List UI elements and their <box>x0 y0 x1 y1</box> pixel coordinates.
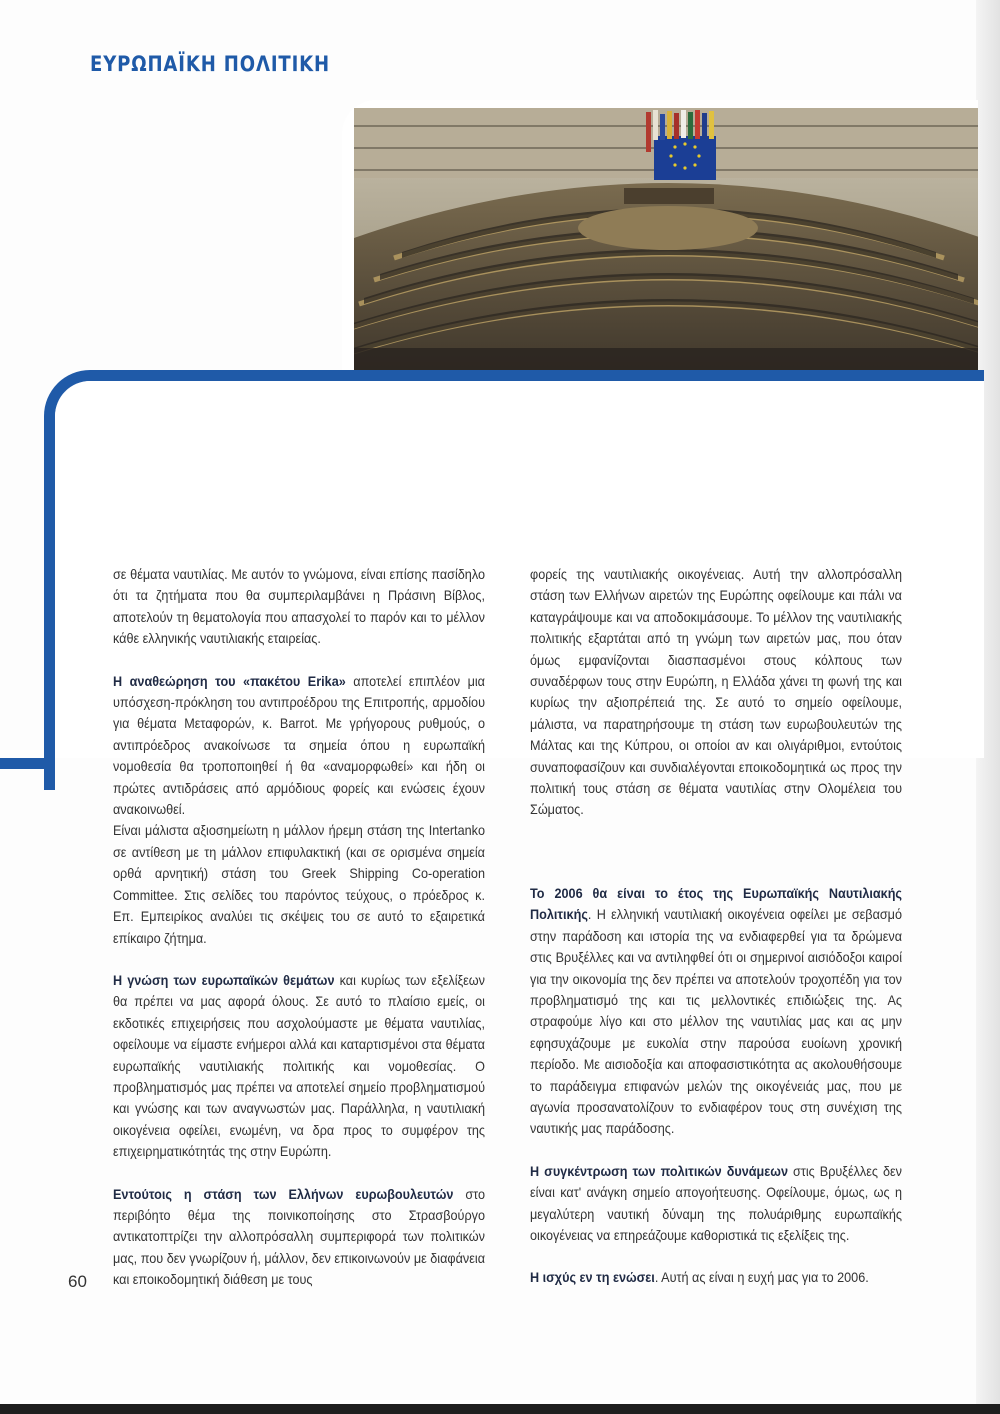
paragraph-text: στο περιβόητο θέμα της ποινικοποίησης στο Στρασβούργο αντικατοπτρίζει την αλλοπρόσαλλη συμπεριφορά των πολιτικών μας, που δεν γνωρίζουν ή, μάλλον, δεν επικοινωνούν με διαφάνεια και εποικοδομητική διάθεση με τους <box>113 1186 485 1288</box>
paragraph-lead: Η συγκέντρωση των πολιτικών δυνάμεων <box>530 1163 788 1179</box>
parliament-photo <box>342 100 978 400</box>
paragraph-text: σε θέματα ναυτιλίας. Με αυτόν το γνώμονα, είναι επίσης πασίδηλο ότι τα ζητήματα που θα συμπεριλαμβάνει η Πράσινη Βίβλος, αποτελούν τη θεματολογία που απασχολεί το παρόν και το μέλλον κάθε ελληνικής ναυτιλιακής εταιρείας. <box>113 567 485 647</box>
paragraph-lead: Η αναθεώρηση του «πακέτου Erika» <box>113 673 346 689</box>
paragraph <box>113 820 485 948</box>
left-text-column <box>113 564 485 1312</box>
paragraph-lead: Η ισχύς εν τη ενώσει <box>530 1270 655 1286</box>
section-title: ΕΥΡΩΠΑΪΚΗ ΠΟΛΙΤΙΚΗ <box>90 52 331 76</box>
page-number: 60 <box>68 1272 87 1291</box>
paragraph <box>113 1184 485 1291</box>
paragraph-text: . Αυτή ας είναι η ευχή μας για το 2006. <box>654 1270 869 1286</box>
parliament-chamber-illustration <box>354 108 978 380</box>
paragraph <box>113 970 485 1163</box>
right-text-column <box>530 564 902 1310</box>
paragraph <box>530 883 902 1140</box>
paragraph-lead: Η γνώση των ευρωπαϊκών θεμάτων <box>113 972 335 988</box>
blue-frame-tail <box>0 758 55 769</box>
paragraph-lead: Το 2006 θα είναι το έτος της Ευρωπαϊκής Ναυτιλιακής Πολιτικής <box>530 885 902 923</box>
paragraph-text: στις Βρυξέλλες δεν είναι κατ' ανάγκη σημείο απογοήτευσης. Οφείλουμε, όμως, ως η μεγαλύτερη ναυτική δύναμη της πολυάριθμης ευρωπαϊκής οικογένειας να επηρεάζουμε καθοριστικά τις εξελίξεις της. <box>530 1163 902 1243</box>
paragraph <box>530 1161 902 1247</box>
paragraph-text: Είναι μάλιστα αξιοσημείωτη η μάλλον ήρεμη στάση της Intertanko σε αντίθεση με τη μάλλον επιφυλακτική (και σε ορισμένα σημεία ορθά αρνητική) στάση του Greek Shipping Co-operation Committee. Στις σελίδες του παρόντος τεύχους, ο πρόεδρος κ. Επ. Εμπειρίκος αναλύει τις σκέψεις του σε αυτό το εξαιρετικά επίκαιρο ζήτημα. <box>113 823 485 946</box>
paragraph <box>530 1267 902 1288</box>
paragraph-text: αποτελεί επιπλέον μια υπόσχεση-πρόκληση του αντιπροέδρου της Επιτροπής, αρμοδίου για θέματα Μεταφορών, κ. Barrot. Με γρήγορους ρυθμούς, ο αντιπρόεδρος ανακοίνωσε τα σημεία όπου η ευρωπαϊκή νομοθεσία θα τροποποιηθεί ή θα «αναμορφωθεί» και ήδη οι πρώτες αντιδράσεις από αρμόδιους φορείς και ενώσεις έχουν ανακοινωθεί. <box>113 673 485 818</box>
paragraph-lead: Εντούτοις η στάση των Ελλήνων ευρωβουλευτών <box>113 1186 454 1202</box>
paragraph <box>113 564 485 650</box>
paragraph <box>113 671 485 821</box>
paragraph-text: φορείς της ναυτιλιακής οικογένειας. Αυτή την αλλοπρόσαλλη στάση των Ελλήνων αιρετών της Ευρώπης οφείλουμε και πάλι να καταγράψουμε και να αποδοκιμάσουμε. Το μέλλον της ναυτιλιακής πολιτικής εξαρτάται από τη γνώμη των αιρετών μας, που όταν όμως εμφανίζονται διασπασμένοι στους κόλπους των συναδέρφων τους στην Ευρώπη, η Ελλάδα χάνει τη φωνή της και κυρίως την αξιοπρέπειά της. Σε αυτό το σημείο οφείλουμε, μάλιστα, να παρατηρήσουμε τη στάση των ευρωβουλευτών της Μάλτας και της Κύπρου, οι οποίοι αν και ολιγάριθμοι, εντούτοις συναποφασίζουν και συνδιαλέγονται εποικοδομητικά ως προς την πολιτική τους στάση σε θέματα ναυτιλίας στην Ολομέλεια του Σώματος. <box>530 567 902 818</box>
paragraph-text: . Η ελληνική ναυτιλιακή οικογένεια οφείλει με σεβασμό στην παράδοση και ιστορία της να ενδιαφερθεί για τα δρώμενα στις Βρυξέλλες και να αντιληφθεί ότι οι σημερινοί αισιόδοξοι καιροί για την οικονομία της δεν πρέπει να αποτελούν τροχοπέδη για τον προβληματισμό της και τις μελλοντικές επιδιώξεις της. Ας στραφούμε λίγο και στο μέλλον της ναυτιλίας μας και ας μην εφησυχάζουμε με ευκολία στην παρούσα ευοίωνη χρονική περίοδο. Με αισιοδοξία και αποφασιστικότητα ας ακολουθήσουμε το παράδειγμα επιφανών μελών της οικογένειάς μας, που με αγωνία προσανατολίζουν το ενδιαφέρον τους στη συνέχιση της ναυτικής μας παράδοσης. <box>530 907 902 1137</box>
paragraph-text: και κυρίως των εξελίξεων θα πρέπει να μας αφορά όλους. Σε αυτό το πλαίσιο εμείς, οι εκδοτικές επιχειρήσεις που ασχολούμαστε με θέματα ναυτιλίας, οφείλουμε να είμαστε ενήμεροι αλλά και καταρτισμένοι στα θέματα ευρωπαϊκής ναυτιλιακής πολιτικής και νομοθεσίας. Ο προβληματισμός μας πρέπει να αποτελεί σημείο προβληματισμού και γνώσης και των αναγνωστών μας. Παράλληλα, η ναυτιλιακή οικογένεια οφείλει, ενωμένη, να δρα προς το συμφέρον της επιχειρηματικότητάς της στην Ευρώπη. <box>113 972 485 1160</box>
bottom-edge-strip <box>0 1404 1000 1414</box>
paragraph <box>530 564 902 821</box>
